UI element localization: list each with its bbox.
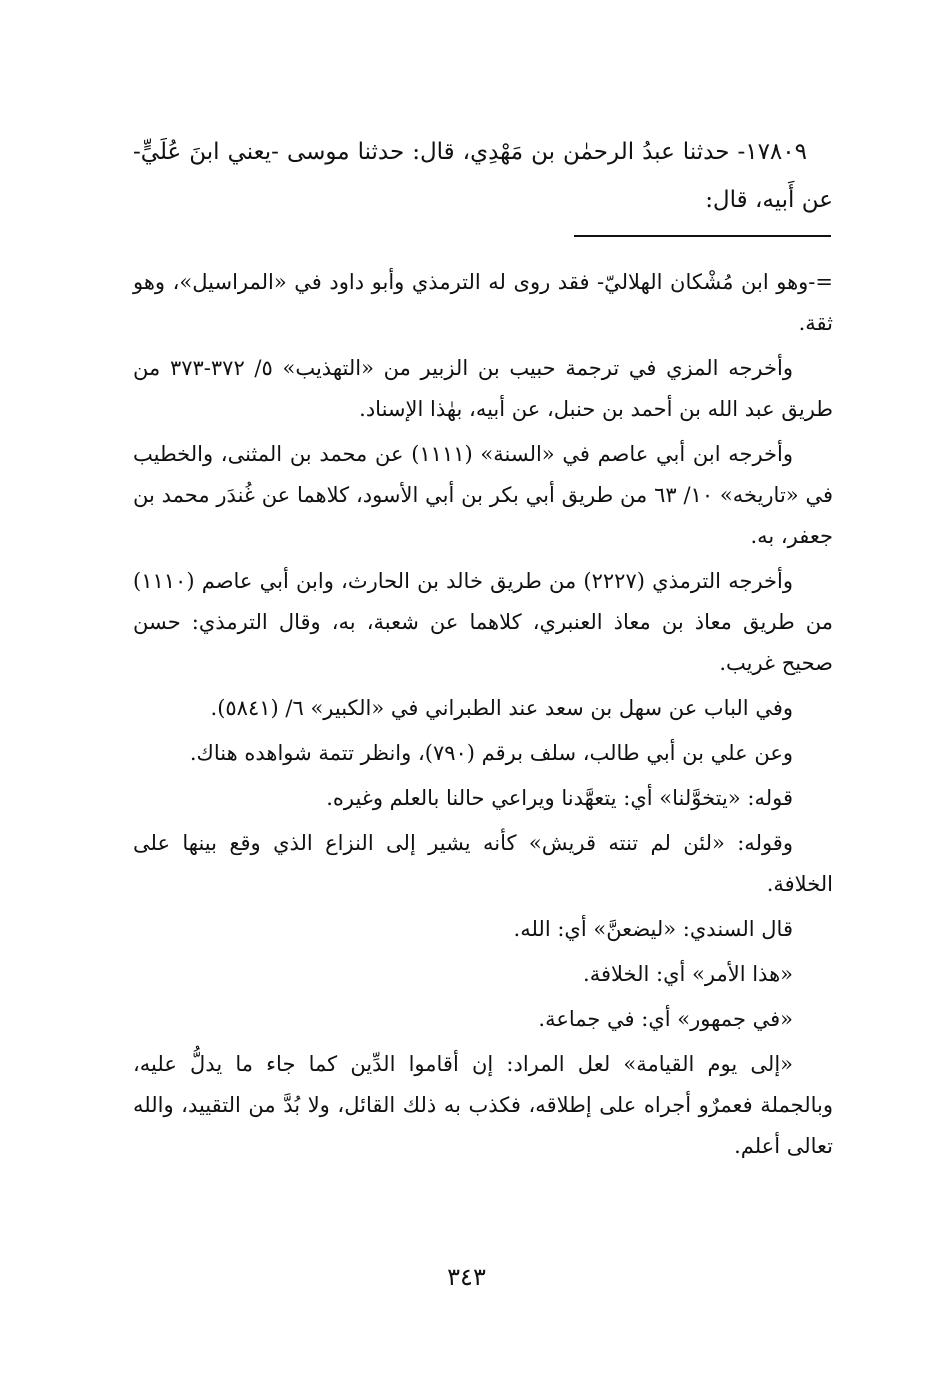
hadith-paragraph: ١٧٨٠٩- حدثنا عبدُ الرحمٰن بن مَهْدِي، قال: حدثنا موسى -يعني ابنَ عُلَيٍّ- عن أَبيه، قال: — [133, 139, 833, 213]
footnote-paragraph: وأخرجه المزي في ترجمة حبيب بن الزبير من «التهذيب» ٥/ ٣٧٢-٣٧٣ من طريق عبد الله بن أحمد بن حنبل، عن أبيه، بهٰذا الإسناد. — [133, 356, 833, 421]
footnote-paragraph: وقوله: «لئن لم تنته قريش» كأنه يشير إلى النزاع الذي وقع بينها على الخلافة. — [133, 831, 833, 896]
footnote-paragraph: قوله: «يتخوَّلنا» أي: يتعهَّدنا ويراعي حالنا بالعلم وغيره. — [326, 786, 793, 810]
footnote-paragraph: «هذا الأمر» أي: الخلافة. — [583, 962, 793, 986]
footnote-paragraph: «إلى يوم القيامة» لعل المراد: إن أقاموا الدِّين كما جاء ما يدلُّ عليه، وبالجملة فعمرٌو أجراه على إطلاقه، فكذب به ذلك القائل، ولا بُدَّ من التقييد، والله تعالى أعلم. — [133, 1052, 833, 1158]
main-text — [133, 128, 833, 224]
footnote-separator — [574, 235, 831, 237]
footnotes — [133, 262, 833, 1171]
footnote-paragraph: قال السندي: «ليضعنَّ» أي: الله. — [513, 917, 793, 941]
page-number: ٣٤٣ — [447, 1263, 486, 1291]
footnote-paragraph: وأخرجه الترمذي (٢٢٢٧) من طريق خالد بن الحارث، وابن أبي عاصم (١١١٠) من طريق معاذ بن معاذ العنبري، كلاهما عن شعبة، به، وقال الترمذي: حسن صحيح غريب. — [133, 569, 833, 675]
footnote-paragraph: وأخرجه ابن أبي عاصم في «السنة» (١١١١) عن محمد بن المثنى، والخطيب في «تاريخه» ١٠/ ٦٣ من طريق أبي بكر بن أبي الأسود، كلاهما عن غُندَر محمد بن جعفر، به. — [133, 442, 833, 548]
footnote-paragraph: =-وهو ابن مُشْكان الهلاليّ- فقد روى له الترمذي وأبو داود في «المراسيل»، وهو ثقة. — [133, 270, 833, 335]
footnote-paragraph: وعن علي بن أبي طالب، سلف برقم (٧٩٠)، وانظر تتمة شواهده هناك. — [189, 741, 793, 765]
footnote-paragraph: وفي الباب عن سهل بن سعد عند الطبراني في «الكبير» ٦/ (٥٨٤١). — [210, 696, 793, 720]
footnote-paragraph: «في جمهور» أي: في جماعة. — [538, 1007, 793, 1031]
